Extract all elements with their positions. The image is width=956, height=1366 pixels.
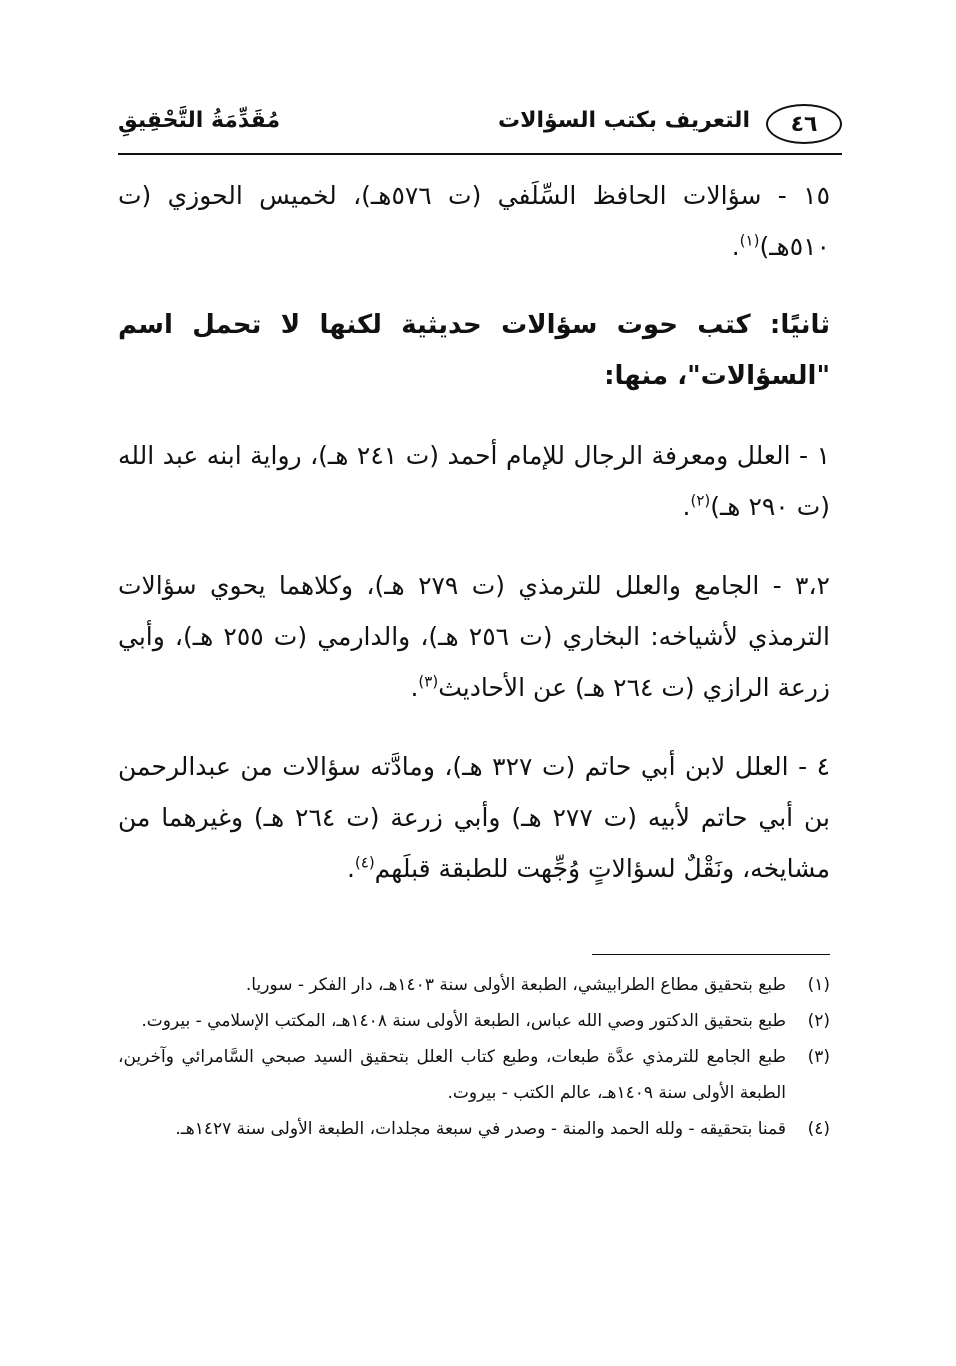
footnote-divider	[592, 954, 830, 955]
footnote-text: طبع بتحقيق مطاع الطرابيشي، الطبعة الأولى سنة ١٤٠٣هـ، دار الفكر - سوريا.	[245, 975, 786, 995]
page-number: ٤٦	[766, 104, 842, 144]
paragraph-item-4	[118, 741, 830, 894]
paragraph-end: .	[410, 673, 419, 702]
paragraph-item-15	[118, 170, 830, 272]
footnote-text: طبع الجامع للترمذي عدَّة طبعات، وطبع كتاب العلل بتحقيق السيد صبحي السَّامرائي وآخرين، الطبعة الأولى سنة ١٤٠٩هـ، عالم الكتب - بيروت.	[118, 1047, 786, 1103]
footnote-number: (٤)	[807, 1119, 830, 1139]
footnote-text: قمنا بتحقيقه - ولله الحمد والمنة - وصدر في سبعة مجلدات، الطبعة الأولى سنة ١٤٢٧هـ.	[175, 1119, 786, 1139]
footnote-item	[118, 1039, 830, 1111]
footnote-ref[interactable]: (٣)	[418, 672, 439, 691]
footnote-text: طبع بتحقيق الدكتور وصي الله عباس، الطبعة الأولى سنة ١٤٠٨هـ، المكتب الإسلامي - بيروت.	[141, 1011, 786, 1031]
footnote-item	[118, 1111, 830, 1147]
paragraph-end: .	[731, 232, 740, 261]
running-title: التعريف بكتب السؤالات	[497, 108, 750, 133]
paragraph-text: ١٥ - سؤالات الحافظ السِّلَفي (ت ٥٧٦هـ)، لخميس الحوزي (ت ٥١٠هـ)	[118, 181, 830, 261]
paragraph-text: ١ - العلل ومعرفة الرجال للإمام أحمد (ت ٢٤١ هـ)، رواية ابنه عبد الله (ت ٢٩٠ هـ)	[118, 441, 830, 521]
paragraph-text: ٣،٢ - الجامع والعلل للترمذي (ت ٢٧٩ هـ)، وكلاهما يحوي سؤالات الترمذي لأشياخه: البخاري (ت ٢٥٦ هـ)، والدارمي (ت ٢٥٥ هـ)، وأبي زرعة الرازي (ت ٢٦٤ هـ) عن الأحاديث	[118, 571, 830, 702]
footnote-number: (١)	[807, 975, 830, 995]
page-header	[118, 100, 842, 156]
footnote-number: (٢)	[807, 1011, 830, 1031]
footnote-ref[interactable]: (١)	[739, 231, 760, 250]
header-divider	[118, 153, 842, 155]
paragraph-text: ٤ - العلل لابن أبي حاتم (ت ٣٢٧ هـ)، ومادَّته سؤالات من عبدالرحمن بن أبي حاتم لأبيه (ت ٢٧٧ هـ) وأبي زرعة (ت ٢٦٤ هـ) وغيرهما من مشايخه، ونَقْلٌ لسؤالاتٍ وُجِّهت للطبقة قبلَهم	[118, 752, 830, 883]
footnote-item	[118, 967, 830, 1003]
footnote-ref[interactable]: (٤)	[354, 853, 375, 872]
paragraph-end: .	[682, 492, 691, 521]
footnote-number: (٣)	[807, 1047, 830, 1067]
footnote-ref[interactable]: (٢)	[690, 491, 711, 510]
section-heading	[118, 300, 830, 402]
footnotes	[118, 967, 830, 1147]
footnote-item	[118, 1003, 830, 1039]
main-text	[118, 170, 830, 894]
heading-text: ثانيًا: كتب حوت سؤالات حديثية لكنها لا تحمل اسم "السؤالات"، منها:	[118, 310, 830, 391]
book-title: مُقَدِّمَةُ التَّحْقِيقِ	[118, 108, 281, 133]
paragraph-item-2-3	[118, 560, 830, 713]
paragraph-item-1	[118, 430, 830, 532]
paragraph-end: .	[346, 854, 355, 883]
